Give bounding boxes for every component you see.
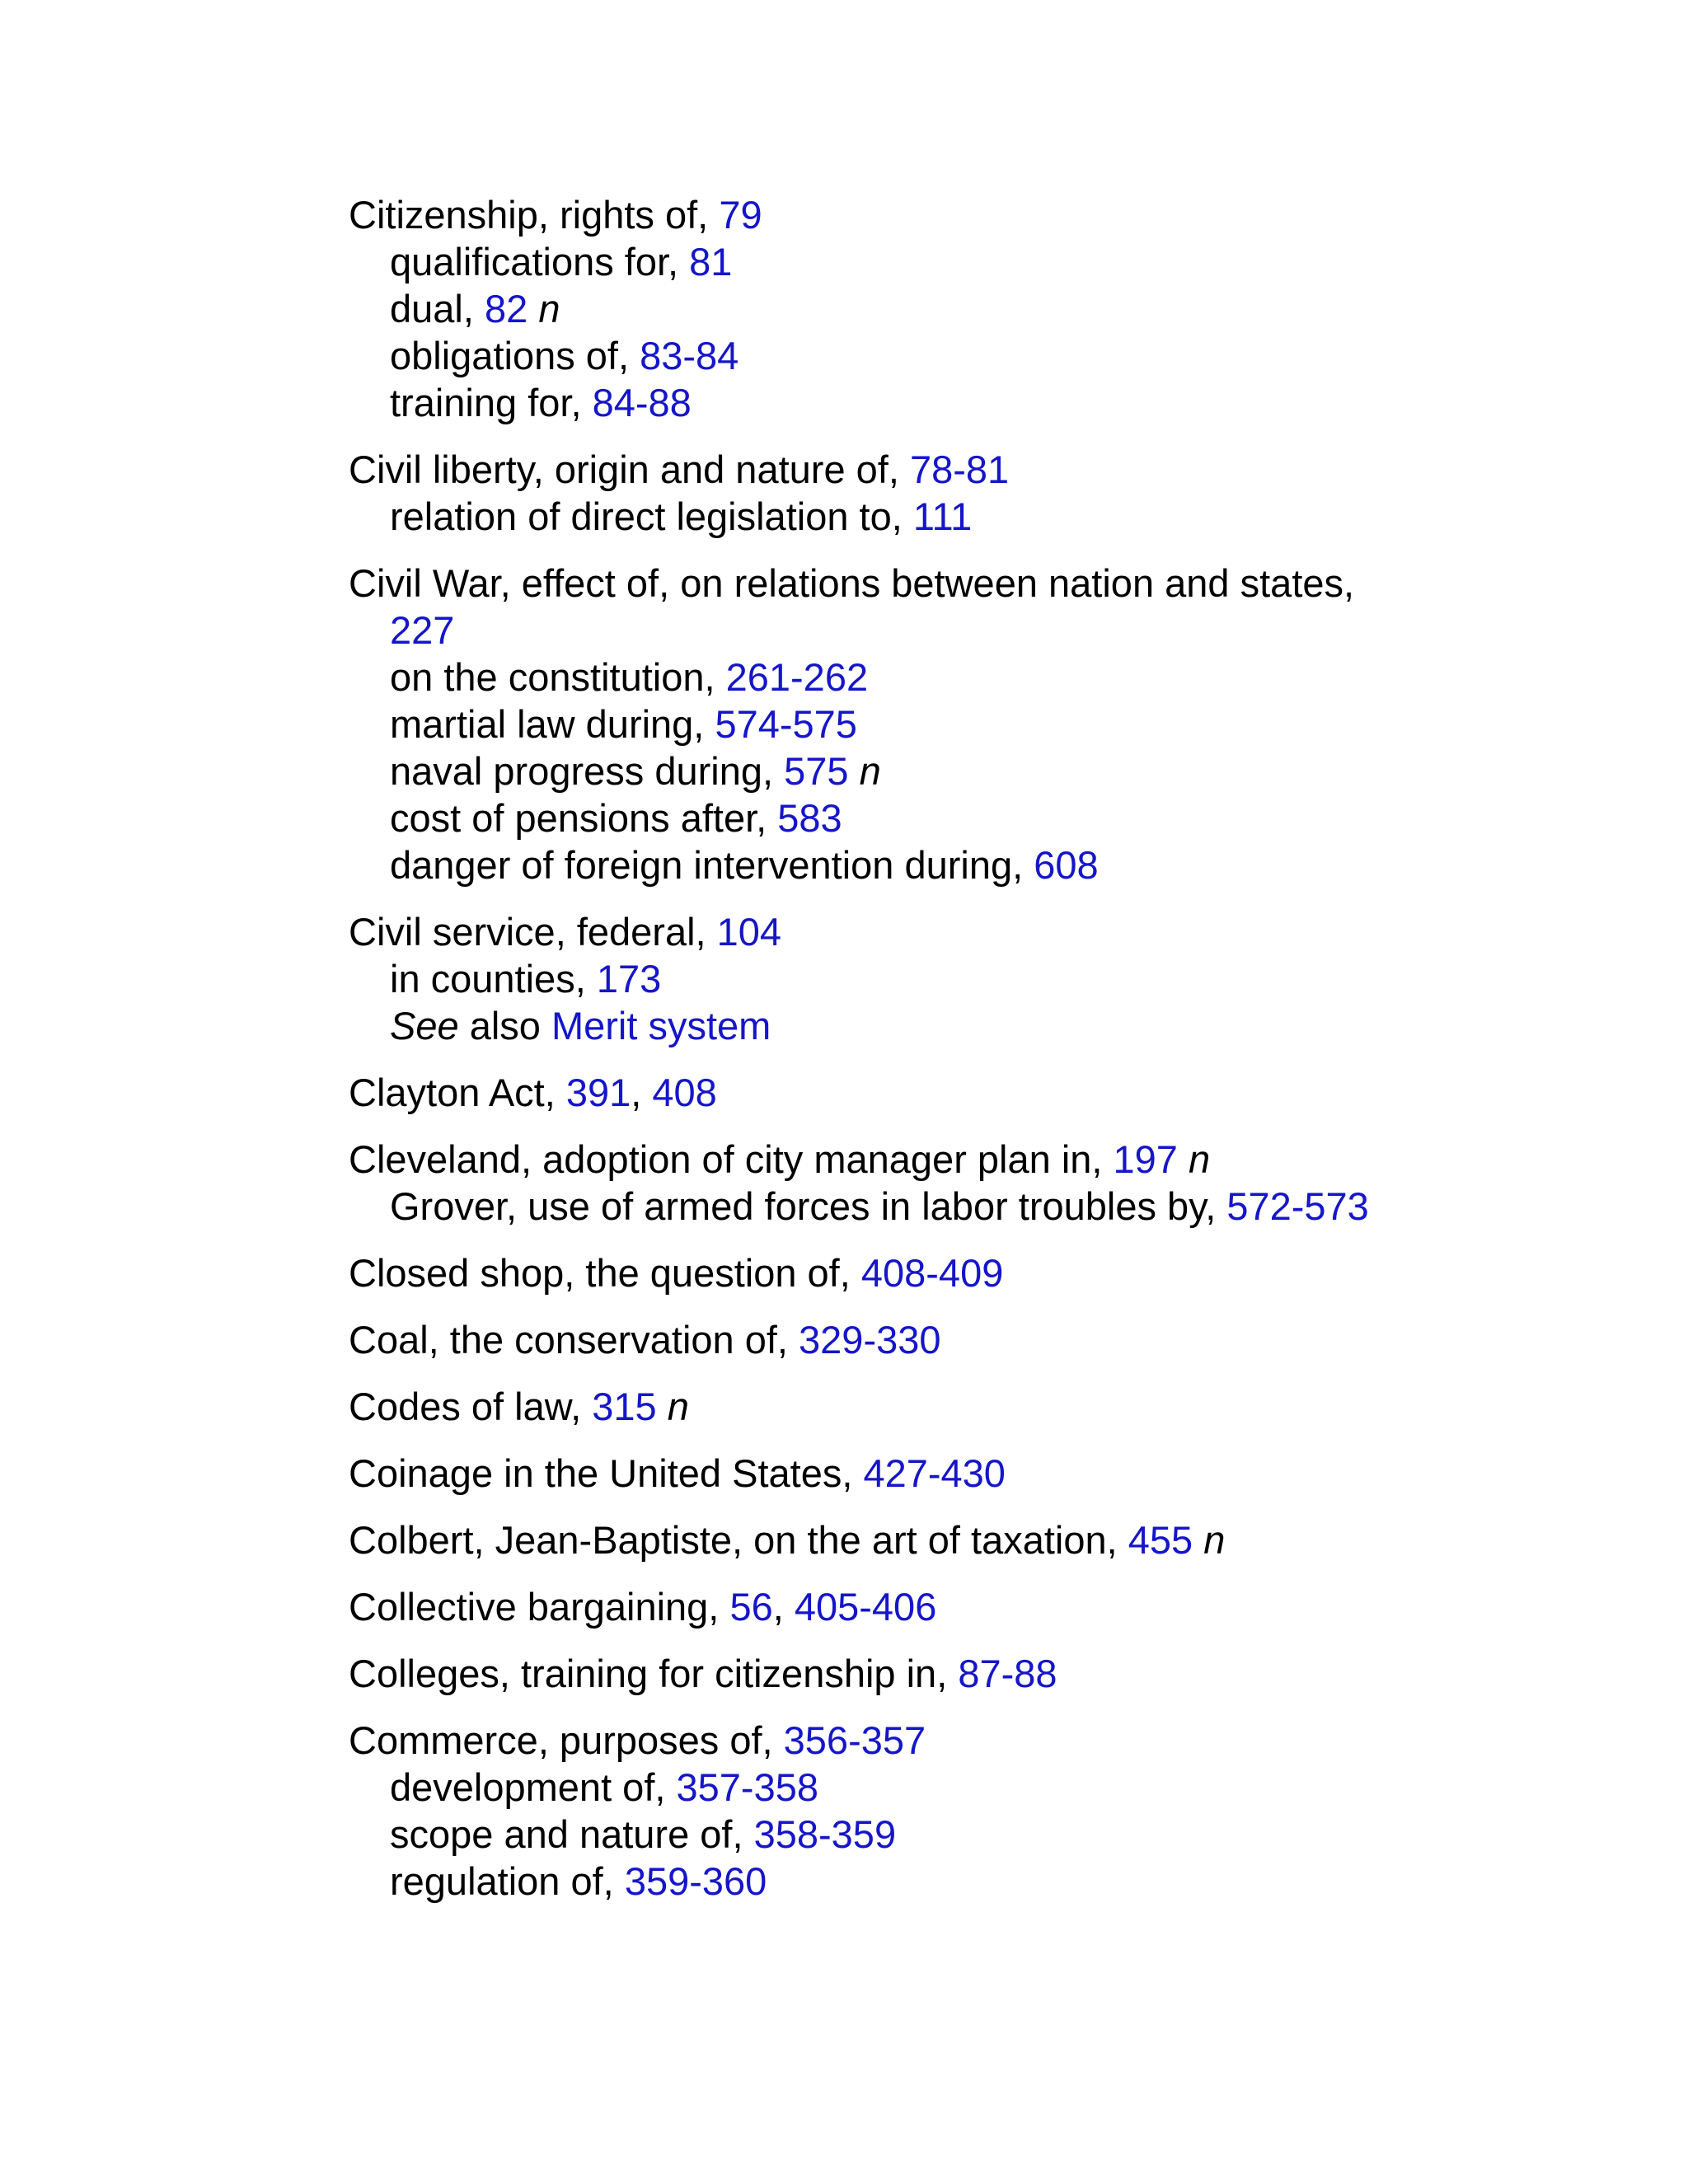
page-reference-link[interactable]: 261-262 xyxy=(725,655,869,699)
entry-text: Cleveland, adoption of city manager plan in, xyxy=(349,1137,1114,1181)
index-subentry xyxy=(349,1183,1503,1230)
entry-text: relation of direct legislation to, xyxy=(390,494,913,538)
page-reference-link[interactable]: 391 xyxy=(565,1071,631,1114)
index-entry xyxy=(349,191,1503,426)
page-reference-link[interactable]: 408 xyxy=(652,1071,717,1114)
entry-text: Colleges, training for citizenship in, xyxy=(349,1652,959,1695)
entry-text: in counties, xyxy=(390,957,597,1001)
index-entry xyxy=(349,908,1503,1049)
footnote-marker: n xyxy=(667,1385,689,1428)
entry-text: qualifications for, xyxy=(390,240,690,284)
index-heading xyxy=(349,446,1503,493)
entry-text: Grover, use of armed forces in labor troubles by, xyxy=(390,1184,1227,1228)
index-entry xyxy=(349,560,1503,888)
page-reference-link[interactable]: 83-84 xyxy=(640,334,739,377)
page-reference-link[interactable]: 197 xyxy=(1113,1137,1178,1181)
index-heading: Clayton Act, 391, 408 xyxy=(349,1071,717,1114)
index-entry xyxy=(349,1450,1503,1497)
entry-text: on the constitution, xyxy=(390,655,726,699)
page-reference-link[interactable]: 329-330 xyxy=(799,1318,941,1361)
index-subentry xyxy=(349,841,1503,888)
entry-text: dual, xyxy=(390,287,485,330)
index-entry xyxy=(349,1516,1503,1563)
index-subentry xyxy=(349,955,1503,1002)
page-reference-link[interactable]: 82 xyxy=(484,287,528,330)
index-subentry xyxy=(349,238,1503,285)
index-heading xyxy=(349,1717,1503,1764)
index-entry xyxy=(349,1383,1503,1430)
entry-text: Civil War, effect of, on relations between nation and states, xyxy=(349,561,1355,605)
footnote-marker: n xyxy=(1203,1518,1226,1562)
index-entry xyxy=(349,1069,1503,1116)
index-heading xyxy=(349,908,1503,955)
page-reference-link[interactable]: 357-358 xyxy=(676,1765,818,1809)
page-reference-link[interactable]: 608 xyxy=(1034,843,1099,887)
page-reference-link[interactable]: 87-88 xyxy=(958,1652,1057,1695)
index-entry xyxy=(349,1316,1503,1363)
entry-text: Collective bargaining, xyxy=(349,1585,730,1629)
see-label: See xyxy=(390,1004,459,1047)
index-subentry xyxy=(349,701,1503,748)
entry-text: Clayton Act, xyxy=(349,1071,566,1114)
page-reference-link[interactable]: 359-360 xyxy=(624,1859,767,1903)
index-heading xyxy=(349,560,1503,607)
index-heading xyxy=(349,1383,1503,1430)
page-reference-link[interactable]: 405-406 xyxy=(794,1585,937,1629)
entry-text: Codes of law, xyxy=(349,1385,593,1428)
index-entry xyxy=(349,1583,1503,1630)
page-reference-link[interactable]: 227 xyxy=(390,608,455,652)
entry-text: Coinage in the United States, xyxy=(349,1451,864,1495)
index-entry xyxy=(349,1650,1503,1697)
entry-text: obligations of, xyxy=(390,334,640,377)
page-reference-link[interactable]: 173 xyxy=(596,957,662,1001)
index-heading: Collective bargaining, 56, 405-406 xyxy=(349,1585,937,1629)
index-subentry xyxy=(349,1764,1503,1811)
footnote-marker: n xyxy=(859,749,881,793)
entry-text: danger of foreign intervention during, xyxy=(390,843,1034,887)
index-subentry xyxy=(349,332,1503,379)
entry-text: Citizenship, rights of, xyxy=(349,193,720,237)
index-subentry xyxy=(349,654,1503,701)
index-entry xyxy=(349,1717,1503,1905)
page-reference-link[interactable]: 356-357 xyxy=(783,1718,926,1762)
index-subentry xyxy=(349,794,1503,841)
index-heading xyxy=(349,191,1503,238)
page-reference-link[interactable]: 78-81 xyxy=(909,448,1010,491)
index-subentry xyxy=(349,285,1503,332)
entry-text: Civil liberty, origin and nature of, xyxy=(349,448,910,491)
entry-text: Commerce, purposes of, xyxy=(349,1718,784,1762)
entry-text: Closed shop, the question of, xyxy=(349,1251,861,1295)
index-heading xyxy=(349,1650,1503,1697)
entry-text: development of, xyxy=(390,1765,677,1809)
entry-text: Civil service, federal, xyxy=(349,910,717,954)
cross-reference-link[interactable]: Merit system xyxy=(551,1004,771,1047)
page-reference-link[interactable]: 79 xyxy=(719,193,762,237)
footnote-marker: n xyxy=(538,287,560,330)
index-subentry xyxy=(349,748,1503,794)
index-entry xyxy=(349,446,1503,540)
entry-text: cost of pensions after, xyxy=(390,796,778,840)
page-reference-link[interactable]: 315 xyxy=(592,1385,657,1428)
index-subentry xyxy=(349,607,1503,654)
index-heading xyxy=(349,1450,1503,1497)
page-reference-link[interactable]: 111 xyxy=(912,494,973,538)
index-subentry xyxy=(349,379,1503,426)
entry-text: martial law during, xyxy=(390,702,715,746)
page-reference-link[interactable]: 583 xyxy=(777,796,842,840)
page-reference-link[interactable]: 81 xyxy=(689,240,733,284)
page-reference-link[interactable]: 104 xyxy=(716,910,782,954)
page-reference-link[interactable]: 84-88 xyxy=(592,381,692,424)
index-heading xyxy=(349,1136,1503,1183)
footnote-marker: n xyxy=(1189,1137,1211,1181)
index-subentry xyxy=(349,1858,1503,1905)
entry-text: also xyxy=(458,1004,551,1047)
page-reference-link[interactable]: 358-359 xyxy=(753,1812,897,1856)
entry-text: training for, xyxy=(390,381,593,424)
index-subentry xyxy=(349,1811,1503,1858)
entry-text: Coal, the conservation of, xyxy=(349,1318,799,1361)
index-heading xyxy=(349,1316,1503,1363)
page-reference-link[interactable]: 56 xyxy=(729,1585,773,1629)
index-heading xyxy=(349,1516,1503,1563)
entry-text: naval progress during, xyxy=(390,749,785,793)
page-reference-link[interactable]: 408-409 xyxy=(860,1251,1004,1295)
index-subentry xyxy=(349,1002,1503,1049)
index-entry xyxy=(349,1249,1503,1296)
index-heading xyxy=(349,1249,1503,1296)
page-reference-link[interactable]: 575 xyxy=(784,749,849,793)
page-reference-link[interactable]: 455 xyxy=(1128,1518,1193,1562)
entry-text: regulation of, xyxy=(390,1859,625,1903)
index-entry xyxy=(349,1136,1503,1230)
entry-text: Colbert, Jean-Baptiste, on the art of taxation, xyxy=(349,1518,1128,1562)
page-reference-link[interactable]: 572-573 xyxy=(1226,1184,1369,1228)
page-reference-link[interactable]: 574-575 xyxy=(715,702,857,746)
page-reference-link[interactable]: 427-430 xyxy=(863,1451,1006,1495)
entry-text: scope and nature of, xyxy=(390,1812,754,1856)
index-list xyxy=(349,191,1503,1924)
index-subentry xyxy=(349,493,1503,540)
